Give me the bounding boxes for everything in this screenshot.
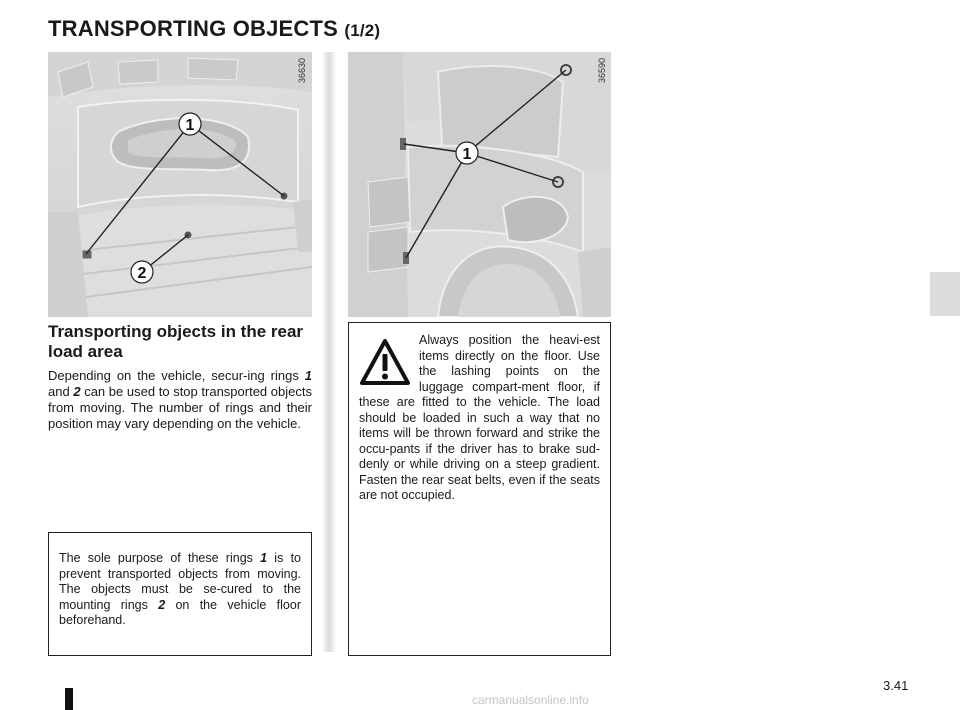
section-heading: Transporting objects in the rear load area: [48, 322, 304, 361]
warning-text: Always position the heavi-est items directly on the floor. Use the lashing points on the luggage compart-ment floor, if these are fitted to the vehicle. The load should be loaded in such a way that no items will be thrown forward and strike the occu-pants if the driver has to brake sud-denly or while driving on a steep gradient. Fasten the rear seat belts, even if the seats are not occupied.: [359, 333, 600, 502]
load-floor-drawing: [48, 52, 312, 317]
page-number: 3.41: [883, 678, 909, 693]
figure-ref-code-left: 36630: [297, 58, 307, 84]
page-title: [48, 16, 380, 42]
corner-mark: [65, 688, 73, 710]
note-ring-ref-1: 1: [260, 551, 268, 565]
ring-ref-2: 2: [73, 384, 81, 399]
note-box: The sole purpose of these rings 1 is to prevent transported objects from moving. The objects must be se-cured to the mounting rings 2 on the vehicle floor beforehand.: [48, 532, 312, 656]
warning-triangle-icon: [359, 337, 411, 387]
page-title-text: TRANSPORTING OBJECTS: [48, 16, 339, 41]
section-body-text: Depending on the vehicle, secur-ing rings 1 and 2 can be used to stop transported objects from moving. The number of rings and their position may vary depending on the vehicle.: [48, 368, 312, 431]
callout-label-1-right: 1: [462, 146, 472, 163]
warning-box: [348, 322, 611, 656]
figure-ref-code-right: 36590: [597, 58, 607, 84]
column-divider: [322, 52, 336, 652]
callout-label-2: 2: [137, 265, 147, 282]
callout-label-1: 1: [185, 117, 195, 134]
chapter-side-tab: [930, 272, 960, 316]
page-part-indicator: (1/2): [344, 21, 381, 40]
load-area-illustration-left: [48, 52, 312, 317]
load-area-illustration-right: [348, 52, 611, 317]
note-ring-ref-2: 2: [158, 597, 166, 612]
ring-ref-1: 1: [304, 368, 312, 383]
side-wall-drawing: [348, 52, 611, 317]
watermark: carmanualsonline.info: [472, 693, 589, 707]
